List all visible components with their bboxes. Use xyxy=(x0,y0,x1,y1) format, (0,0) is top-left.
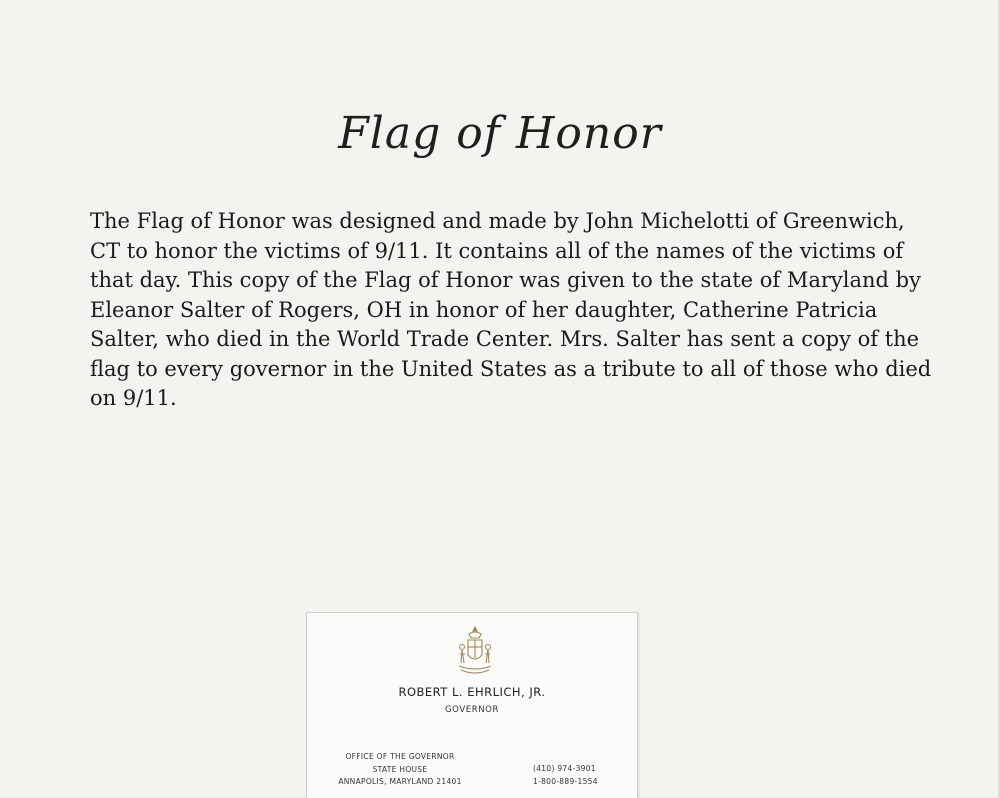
phone-number: (410) 974-3901 xyxy=(533,764,596,773)
card-phones xyxy=(533,763,598,788)
business-card xyxy=(306,612,638,798)
page-title: Flag of Honor xyxy=(338,108,662,159)
address-line: STATE HOUSE xyxy=(372,764,428,774)
address-line: ANNAPOLIS, MARYLAND 21401 xyxy=(338,777,462,786)
card-role: GOVERNOR xyxy=(445,705,499,715)
maryland-state-seal-icon xyxy=(455,625,495,679)
card-address xyxy=(315,751,485,789)
phone-number: 1-800-889-1554 xyxy=(533,776,598,786)
address-line: OFFICE OF THE GOVERNOR xyxy=(345,752,455,761)
body-paragraph: The Flag of Honor was designed and made by John Michelotti of Greenwich, CT to honor the victims of 9/11. It contains all of the names of the victims of that day. This copy of the Flag of Honor was given to the state of Maryland by Eleanor Salter of Rogers, OH in honor of her daughter, Catherine Patricia Salter, who died in the World Trade Center. Mrs. Salter has sent a copy of the flag to every governor in the United States as a tribute to all of those who died on 9/11. xyxy=(90,209,932,410)
card-name: ROBERT L. EHRLICH, JR. xyxy=(398,685,546,699)
